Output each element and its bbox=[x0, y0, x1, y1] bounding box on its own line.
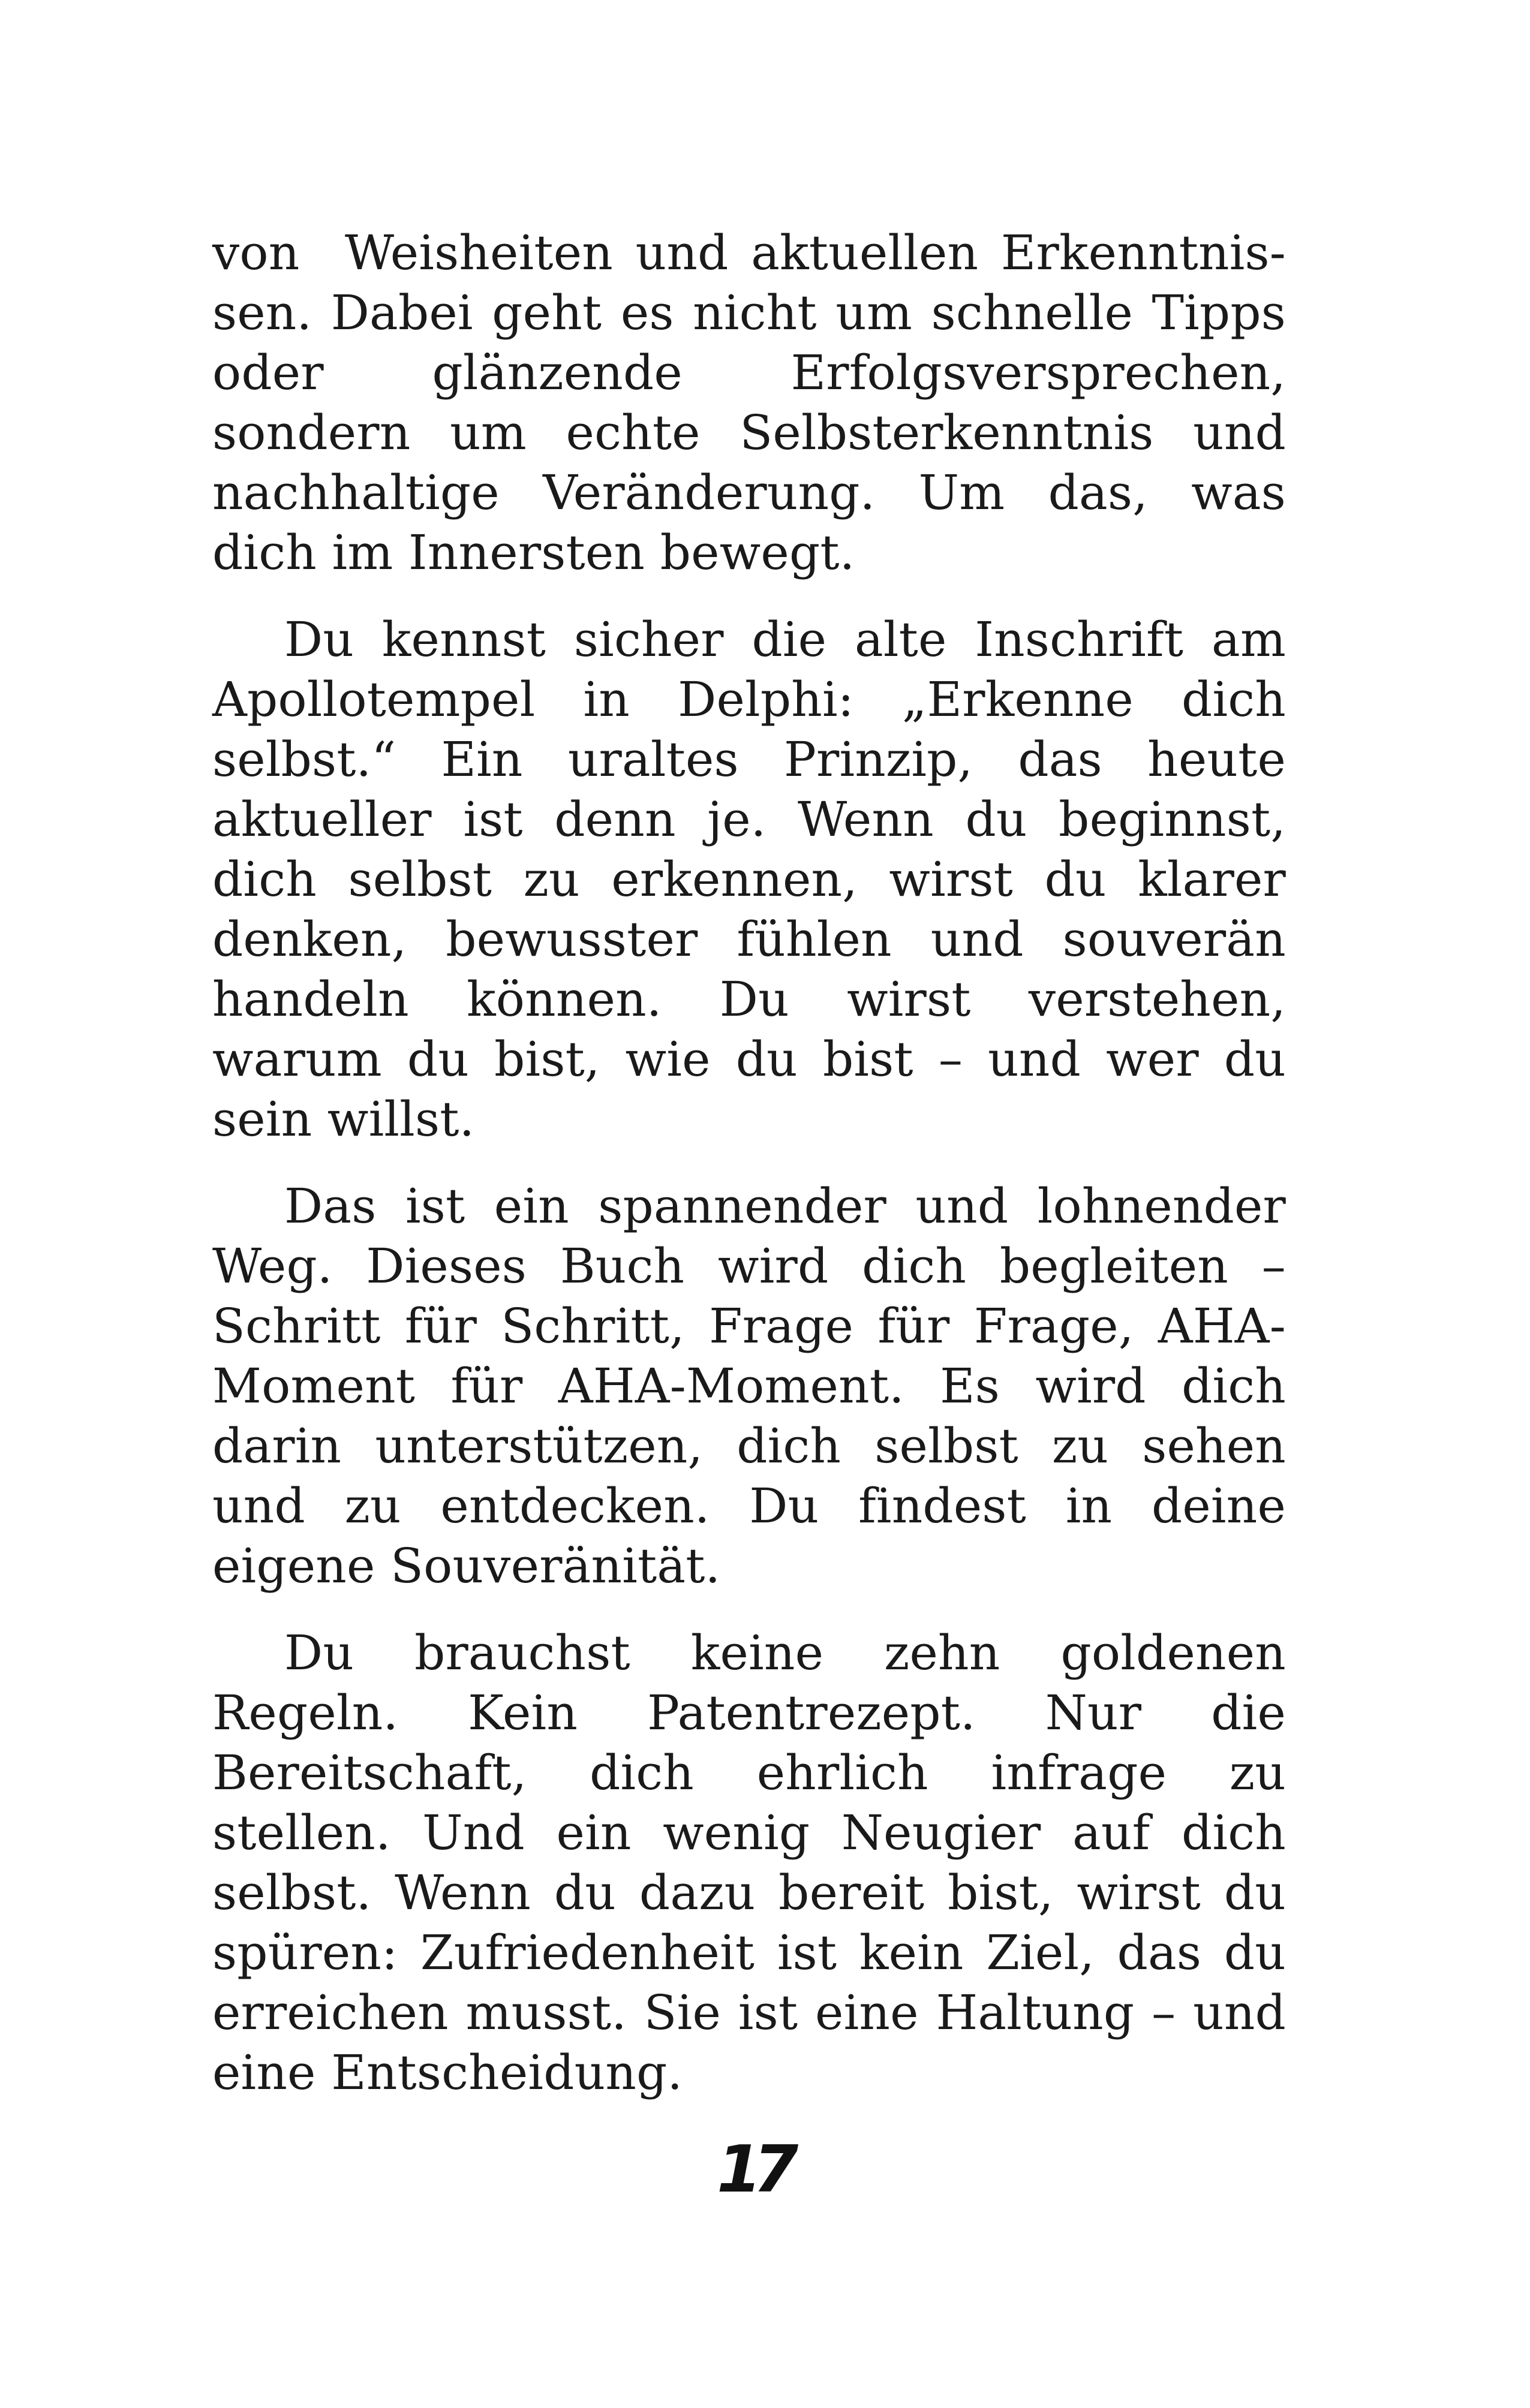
page-number: 17 bbox=[717, 2132, 790, 2207]
paragraph-delphi: Du kennst sicher die alte Inschrift am Apollotempel in Delphi: „Erkenne dich selbst.“ Ein uraltes Prinzip, das heute aktueller ist denn je. Wenn du beginnst, dich selbst zu erkennen, wirst du klarer denken, bewusster fühlen und souverän handeln können. Du wirst verstehen, warum du bist, wie du bist – und wer du sein willst. bbox=[212, 612, 1286, 1147]
paragraph-readiness: Du brauchst keine zehn goldenen Regeln. Kein Patentrezept. Nur die Bereitschaft, dich ehrlich infrage zu stellen. Und ein wenig Neugier auf dich selbst. Wenn du dazu bereit bist, wirst du spüren: Zufriedenheit ist kein Ziel, das du erreichen musst. Sie ist eine Haltung – und eine Entscheidung. bbox=[212, 1625, 1286, 2100]
paragraph-journey: Das ist ein spannender und lohnender Weg. Dieses Buch wird dich begleiten – Schritt für Schritt, Frage für Frage, AHA-Moment für AHA-Moment. Es wird dich darin unterstützen, dich selbst zu sehen und zu entdecken. Du findest in deine eigene Souveränität. bbox=[212, 1178, 1286, 1594]
paragraph-continuation: von Weisheiten und aktuellen Erkenntnis-sen. Dabei geht es nicht um schnelle Tipps oder glänzende Erfolgsversprechen, sondern um echte Selbsterkenntnis und nachhaltige Veränderung. Um das, was dich im Innersten bewegt. bbox=[212, 225, 1286, 580]
body-text bbox=[212, 223, 1286, 2130]
